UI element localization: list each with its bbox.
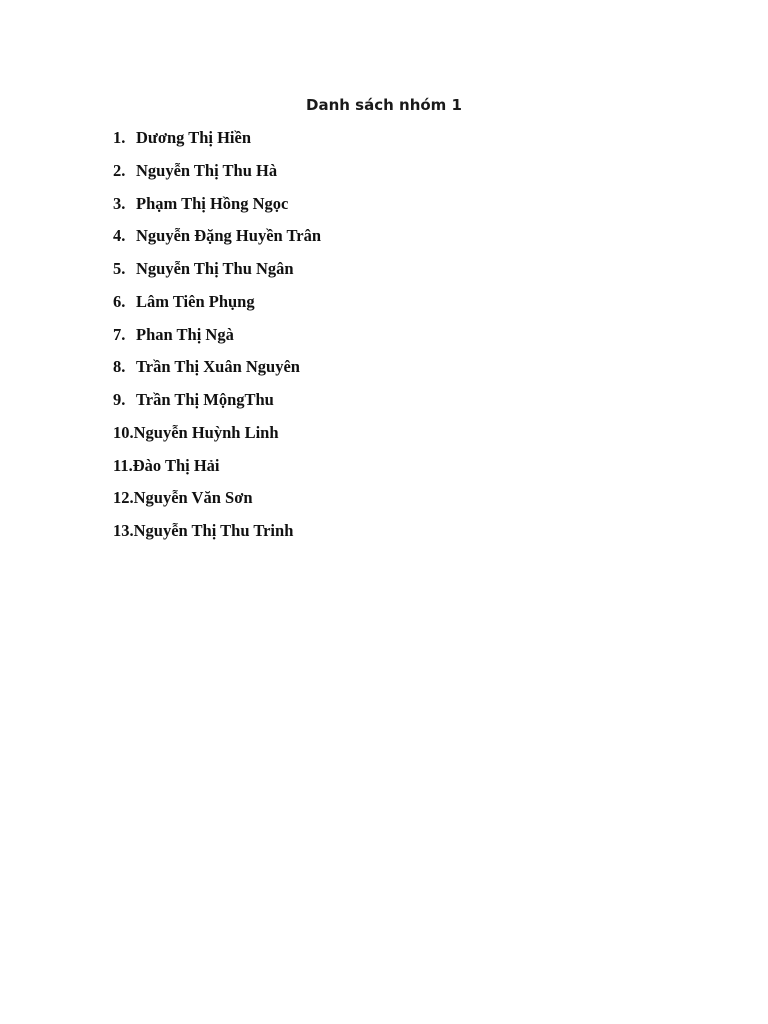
list-item xyxy=(113,455,321,488)
list-item xyxy=(113,258,321,291)
member-name: Trần Thị MộngThu xyxy=(136,390,274,409)
item-number: 6. xyxy=(113,291,126,311)
item-number: 12. xyxy=(113,488,134,508)
item-number: 10. xyxy=(113,422,134,442)
member-name: Nguyễn Đặng Huyền Trân xyxy=(136,226,322,246)
list-item xyxy=(113,422,321,455)
member-name: Đào Thị Hải xyxy=(132,455,220,475)
list-item xyxy=(113,389,321,422)
member-list xyxy=(113,127,321,553)
member-name: Lâm Tiên Phụng xyxy=(136,291,255,311)
list-item xyxy=(113,193,321,226)
list-item xyxy=(113,291,321,324)
list-item xyxy=(113,225,321,258)
item-number: 9. xyxy=(113,390,126,409)
member-name: Nguyễn Huỳnh Linh xyxy=(133,422,279,442)
item-number: 11. xyxy=(113,455,133,475)
item-number: 4. xyxy=(113,226,126,246)
member-name: Nguyễn Văn Sơn xyxy=(133,488,253,508)
member-name: Dương Thị Hiền xyxy=(136,128,252,147)
document-title: Danh sách nhóm 1 xyxy=(306,96,462,114)
item-number: 13. xyxy=(113,521,134,540)
item-number: 1. xyxy=(113,128,126,147)
item-number: 8. xyxy=(113,357,126,377)
member-name: Nguyễn Thị Thu Hà xyxy=(136,160,278,180)
list-item xyxy=(113,356,321,389)
member-name: Nguyễn Thị Thu Ngân xyxy=(136,259,294,278)
item-number: 5. xyxy=(113,259,126,278)
list-item xyxy=(113,127,321,160)
member-name: Phạm Thị Hồng Ngọc xyxy=(136,193,289,213)
member-name: Trần Thị Xuân Nguyên xyxy=(136,357,300,377)
list-item xyxy=(113,160,321,193)
item-number: 2. xyxy=(113,160,126,180)
list-item xyxy=(113,487,321,520)
list-item xyxy=(113,324,321,357)
list-item xyxy=(113,520,321,553)
item-number: 7. xyxy=(113,324,126,344)
member-name: Phan Thị Ngà xyxy=(136,324,234,344)
member-name: Nguyễn Thị Thu Trinh xyxy=(133,521,294,540)
item-number: 3. xyxy=(113,193,126,213)
